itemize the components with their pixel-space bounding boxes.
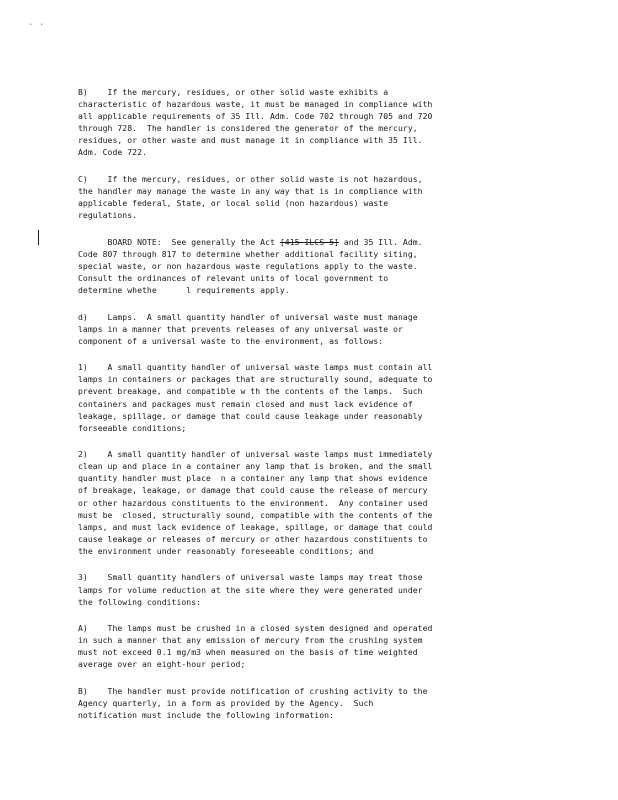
paragraph xyxy=(78,173,548,221)
text-line: lamps, and must lack evidence of leakage, spillage, or damage that could xyxy=(78,521,433,532)
text-line: 3) Small quantity handlers of universal waste lamps may treat those xyxy=(78,572,423,583)
margin-revision-bar xyxy=(38,230,39,245)
text-line: Code 807 through 817 to determine whether additional facility siting, xyxy=(78,248,418,259)
paragraph xyxy=(78,448,548,557)
text-line: in such a manner that any emission of mercury from the crushing system xyxy=(78,635,423,646)
text-line: B) If the mercury, residues, or other solid waste exhibits a xyxy=(78,87,389,97)
text-line: the handler may manage the waste in any way that is in compliance with xyxy=(78,186,423,197)
text-line: determine whethe l requirements apply. xyxy=(78,285,290,296)
paragraph xyxy=(78,361,548,434)
text-line: or other hazardous constituents to the environment. Any container used xyxy=(78,497,428,508)
text-line: cause leakage or releases of mercury or other hazardous constituents to xyxy=(78,533,428,544)
text-line: of breakage, leakage, or damage that could cause the release of mercury xyxy=(78,485,428,496)
text-line: special waste, or non hazardous waste regulations apply to the waste. xyxy=(78,260,418,271)
text-line: component of a universal waste to the environment, as follows: xyxy=(78,335,384,346)
text-line: all applicable requirements of 35 Ill. Adm. Code 702 through 705 and 720 xyxy=(78,111,433,122)
text-line: leakage, spillage, or damage that could cause leakage under reasonably xyxy=(78,410,423,421)
text-line: forseeable conditions; xyxy=(78,422,187,433)
text-line: BOARD NOTE: See generally the Act [415 ILCS 5] and 35 Ill. Adm. xyxy=(78,236,423,247)
text-line: quantity handler must place n a container any lamp that shows evidence xyxy=(78,473,428,484)
text-line: regulations. xyxy=(78,210,138,221)
text-line: lamps for volume reduction at the site where they were generated under xyxy=(78,584,423,595)
paragraph xyxy=(78,236,548,296)
text-line: lamps in containers or packages that are structurally sound, adequate to xyxy=(78,374,433,385)
text-line: residues, or other waste and must manage it in compliance with 35 Ill. xyxy=(78,135,423,146)
text-line: C) If the mercury, residues, or other solid waste is not hazardous, xyxy=(78,173,423,184)
text-line: d) Lamps. A small quantity handler of universal waste must manage xyxy=(78,311,418,322)
text-line: notification must include the following information: xyxy=(78,710,334,721)
text-line: the environment under reasonably foreseeable conditions; and xyxy=(78,545,374,556)
text-line: lamps in a manner that prevents releases of any universal waste or xyxy=(78,323,403,334)
text-line: characteristic of hazardous waste, it must be managed in compliance with xyxy=(78,99,433,110)
text-line: the following conditions: xyxy=(78,596,202,607)
paragraph xyxy=(78,685,548,721)
text-line: B) The handler must provide notification of crushing activity to the xyxy=(78,685,428,696)
text-line: must not exceed 0.1 mg/m3 when measured on the basis of time weighted xyxy=(78,647,418,658)
scan-mark: . . xyxy=(28,18,45,28)
text-line: containers and packages must remain closed and must lack evidence of xyxy=(78,398,413,409)
paragraph xyxy=(78,622,548,670)
text-line: Consult the ordinances of relevant units of local government to xyxy=(78,273,389,283)
text-line: through 728. The handler is considered the generator of the mercury, xyxy=(78,123,418,134)
text-line: applicable federal, State, or local solid (non hazardous) waste xyxy=(78,198,389,209)
paragraph xyxy=(78,311,548,347)
text-line: A) The lamps must be crushed in a closed system designed and operated xyxy=(78,623,433,634)
text-line: average over an eight-hour period; xyxy=(78,659,246,670)
text-line: Agency quarterly, in a form as provided by the Agency. Such xyxy=(78,697,374,708)
document-body xyxy=(78,86,548,736)
text-line: prevent breakage, and compatible w th the contents of the lamps. Such xyxy=(78,386,423,397)
paragraph xyxy=(78,86,548,159)
text-line: 2) A small quantity handler of universal waste lamps must immediately xyxy=(78,449,433,460)
paragraph xyxy=(78,571,548,607)
text-line: clean up and place in a container any lamp that is broken, and the small xyxy=(78,461,433,472)
text-line: 1) A small quantity handler of universal waste lamps must contain all xyxy=(78,362,433,373)
text-line: Adm. Code 722. xyxy=(78,147,147,158)
text-line: must be closed, structurally sound, compatible with the contents of the xyxy=(78,509,433,520)
struck-citation: [415 ILCS 5] xyxy=(279,236,339,247)
